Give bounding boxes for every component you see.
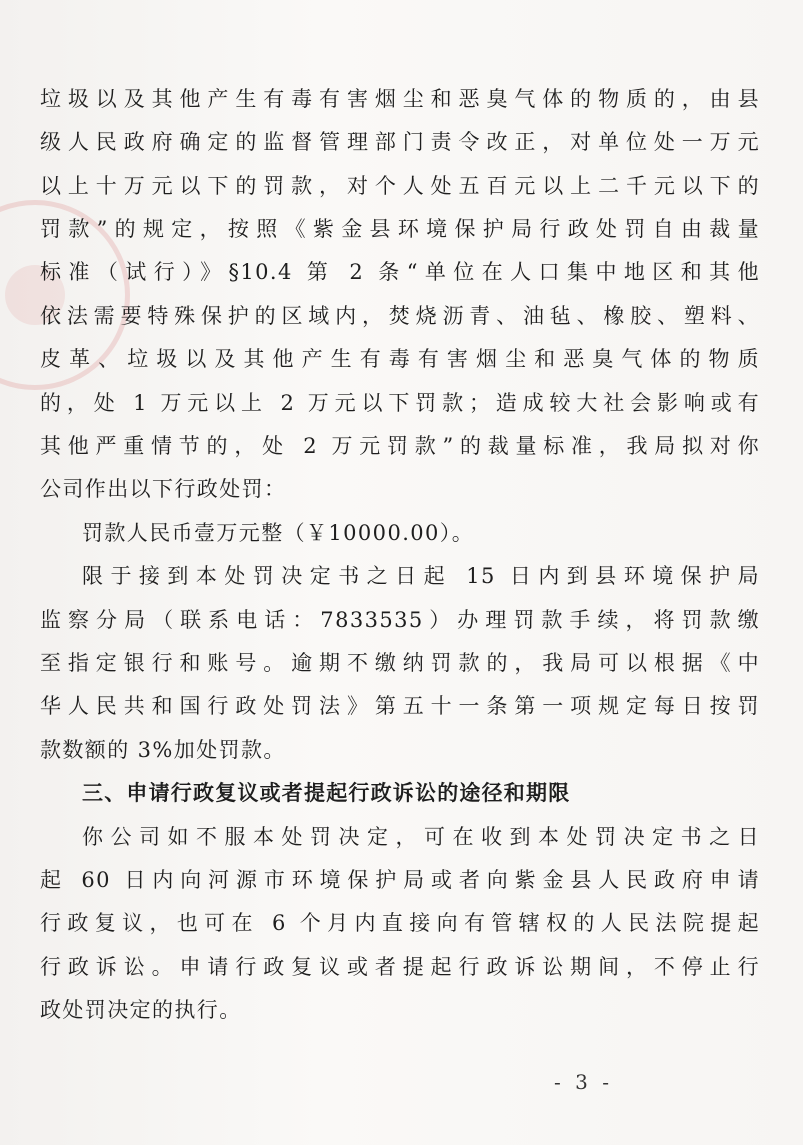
body-line: 你公司如不服本处罚决定，可在收到本处罚决定书之日 xyxy=(82,825,760,849)
section-heading: 三、申请行政复议或者提起行政诉讼的途径和期限 xyxy=(82,781,571,805)
body-line: 行政复议，也可在 6 个月内直接向有管辖权的人民法院提起 xyxy=(40,911,760,935)
body-line: 款数额的 3%加处罚款。 xyxy=(40,738,286,762)
fine-amount-line: 罚款人民币壹万元整（￥10000.00）。 xyxy=(82,521,475,545)
body-line: 行政诉讼。申请行政复议或者提起行政诉讼期间，不停止行 xyxy=(40,955,760,979)
body-line: 华人民共和国行政处罚法》第五十一条第一项规定每日按罚 xyxy=(40,694,760,718)
body-line: 垃圾以及其他产生有毒有害烟尘和恶臭气体的物质的，由县 xyxy=(40,87,760,111)
page-number: - 3 - xyxy=(554,1070,613,1094)
body-line: 级人民政府确定的监督管理部门责令改正，对单位处一万元 xyxy=(40,130,760,154)
body-line: 政处罚决定的执行。 xyxy=(40,998,242,1022)
body-line: 至指定银行和账号。逾期不缴纳罚款的，我局可以根据《中 xyxy=(40,651,760,675)
body-line: 以上十万元以下的罚款，对个人处五百元以上二千元以下的 xyxy=(40,174,760,198)
body-line: 标准（试行）》§10.4 第 2 条“单位在人口集中地区和其他 xyxy=(40,260,760,284)
body-line: 监察分局（联系电话：7833535）办理罚款手续，将罚款缴 xyxy=(40,608,760,632)
body-line: 罚款”的规定，按照《紫金县环境保护局行政处罚自由裁量 xyxy=(40,217,760,241)
body-line: 限于接到本处罚决定书之日起 15 日内到县环境保护局 xyxy=(82,564,760,588)
body-line: 起 60 日内向河源市环境保护局或者向紫金县人民政府申请 xyxy=(40,868,760,892)
body-line: 其他严重情节的，处 2 万元罚款”的裁量标准，我局拟对你 xyxy=(40,434,760,458)
body-line: 公司作出以下行政处罚： xyxy=(40,477,287,501)
body-line: 的，处 1 万元以上 2 万元以下罚款；造成较大社会影响或有 xyxy=(40,391,760,415)
body-line: 依法需要特殊保护的区域内，焚烧沥青、油毡、橡胶、塑料、 xyxy=(40,304,760,328)
body-line: 皮革、垃圾以及其他产生有毒有害烟尘和恶臭气体的物质 xyxy=(40,347,760,371)
